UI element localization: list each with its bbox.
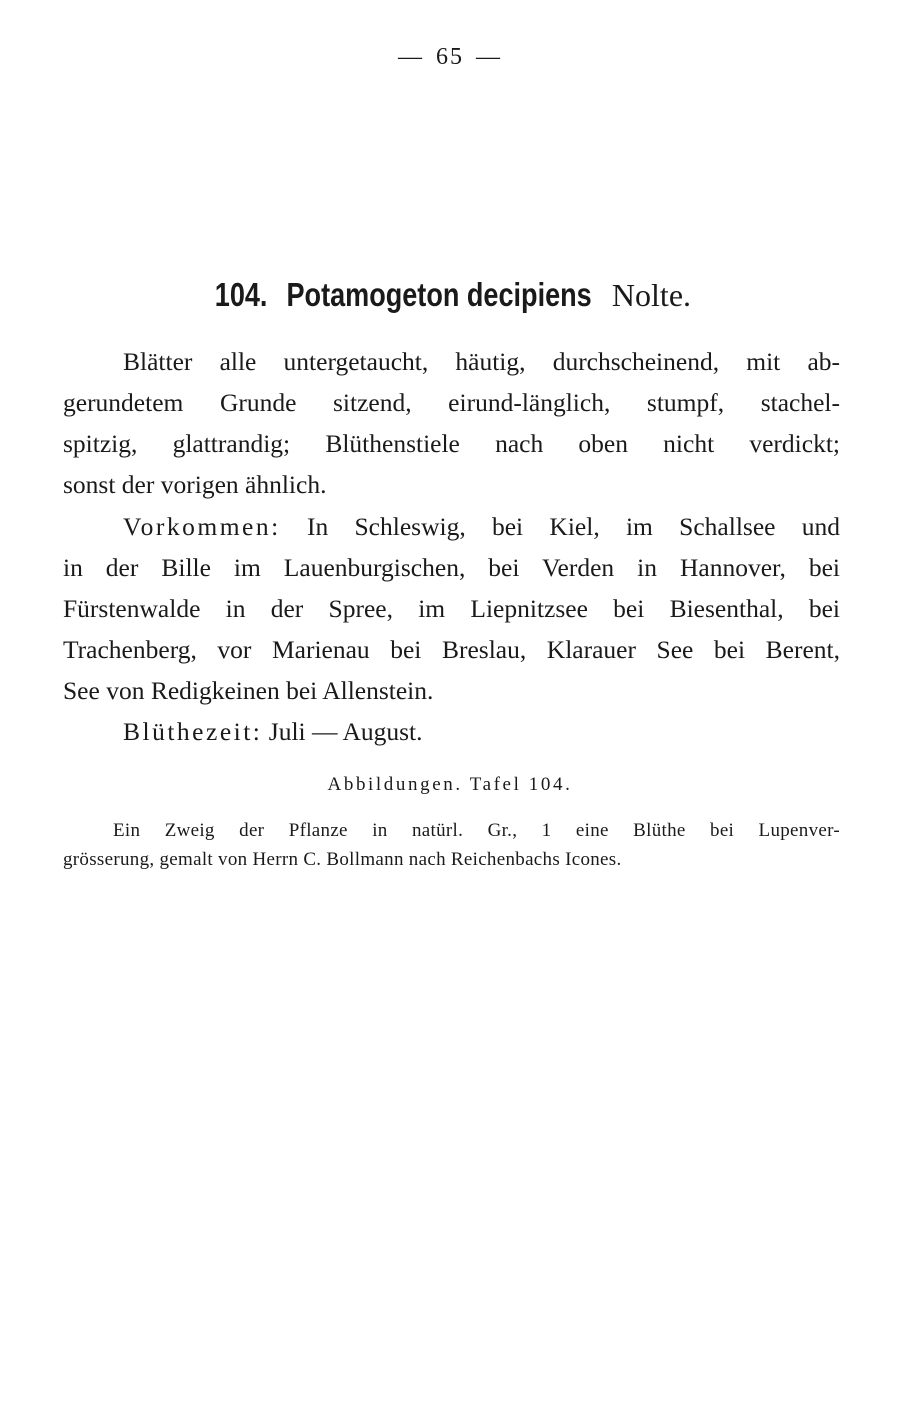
occurrence-line [63,506,840,547]
caption-line: Ein Zweig der Pflanze in natürl. Gr., 1 eine Blüthe bei Lupenver- [113,820,840,841]
occurrence-label: Vorkommen: [123,512,281,541]
caption-line: grösserung, gemalt von Herrn C. Bollmann nach Reichenbachs Icones. [63,849,622,870]
bloom-line [63,711,840,752]
figures-heading: Abbildungen. Tafel 104. [327,774,573,795]
figure-caption [63,816,840,874]
page-number-dash-right: — [476,44,502,70]
occurrence-line: Trachenberg, vor Marienau bei Breslau, Klarauer See bei Berent, [63,635,840,664]
page-number-dash-left: — [398,44,424,70]
page-number-value: 65 [436,44,464,70]
bloom-paragraph [63,711,840,752]
description-line: sonst der vorigen ähnlich. [63,470,327,499]
entry-number: 104. [214,276,268,313]
description-line: spitzig, glattrandig; Blüthenstiele nach oben nicht verdickt; [63,429,840,458]
occurrence-text: In Schleswig, bei Kiel, im Schallsee und [306,512,840,541]
occurrence-paragraph [63,506,840,711]
entry-title [0,276,900,315]
occurrence-line: See von Redigkeinen bei Allenstein. [63,676,434,705]
species-name: Potamogeton decipiens [286,276,593,313]
bloom-label: Blüthezeit: [123,717,263,746]
occurrence-line: Fürstenwalde in der Spree, im Liepnitzsee bei Biesenthal, bei [63,594,840,623]
species-author: Nolte. [611,277,692,313]
bloom-value: Juli — August. [268,717,423,746]
occurrence-line: in der Bille im Lauenburgischen, bei Verden in Hannover, bei [63,553,840,582]
description-line: gerundetem Grunde sitzend, eirund-länglich, stumpf, stachel- [63,388,840,417]
page-number [0,44,900,71]
description-line: Blätter alle untergetaucht, häutig, durchscheinend, mit ab- [123,347,840,376]
description-paragraph [63,341,840,505]
